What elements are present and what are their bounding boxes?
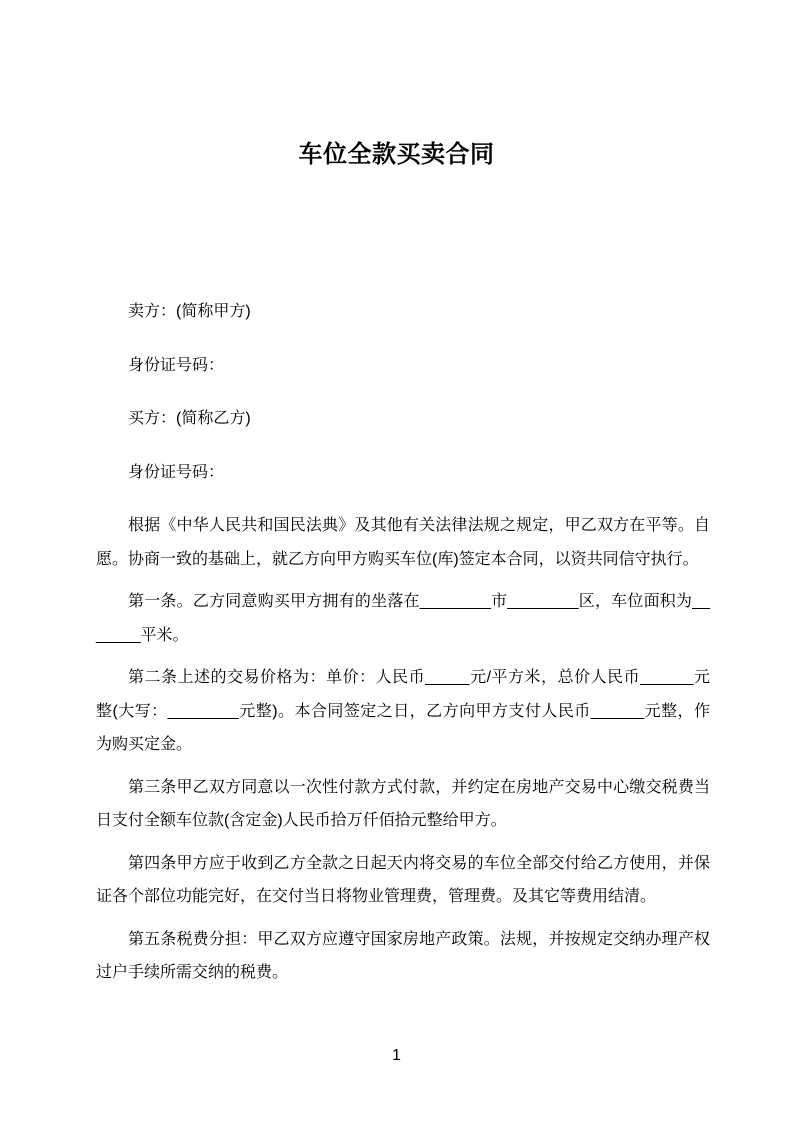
seller-label: 卖方：(简称甲方) bbox=[128, 303, 251, 320]
clause-4-paragraph: 第四条甲方应于收到乙方全款之日起天内将交易的车位全部交付给乙方使用，并保证各个部位功能完好，在交付当日将物业管理费，管理费。及其它等费用结清。 bbox=[96, 854, 710, 905]
document-body bbox=[0, 295, 793, 990]
document-title: 车位全款买卖合同 bbox=[298, 141, 495, 168]
buyer-id-number-label: 身份证号码： bbox=[128, 463, 225, 481]
clause-2-paragraph: 第二条上述的交易价格为：单价：人民币_____元/平方米，总价人民币______元整(大写：________元整)。本合同签定之日，乙方向甲方支付人民币______元整，作为购买定金。 bbox=[96, 669, 710, 753]
party-info-block bbox=[96, 295, 710, 489]
buyer-label: 买方：(简称乙方) bbox=[128, 410, 251, 427]
clause-3-paragraph: 第三条甲乙双方同意以一次性付款方式付款，并约定在房地产交易中心缴交税费当日支付全额车位款(含定金)人民币拾万仟佰拾元整给甲方。 bbox=[96, 778, 710, 829]
contract-clauses bbox=[96, 509, 710, 990]
clause-5-paragraph: 第五条税费分担：甲乙双方应遵守国家房地产政策。法规，并按规定交纳办理产权过户手续所需交纳的税费。 bbox=[96, 930, 710, 981]
clause-1-paragraph: 第一条。乙方同意购买甲方拥有的坐落在________市________区，车位面积为_______平米。 bbox=[96, 593, 710, 644]
page-number: 1 bbox=[392, 1047, 401, 1064]
seller-id-number-label: 身份证号码： bbox=[128, 356, 225, 374]
preamble-paragraph: 根据《中华人民共和国民法典》及其他有关法律法规之规定，甲乙双方在平等。自愿。协商一致的基础上，就乙方向甲方购买车位(库)签定本合同，以资共同信守执行。 bbox=[96, 517, 710, 568]
